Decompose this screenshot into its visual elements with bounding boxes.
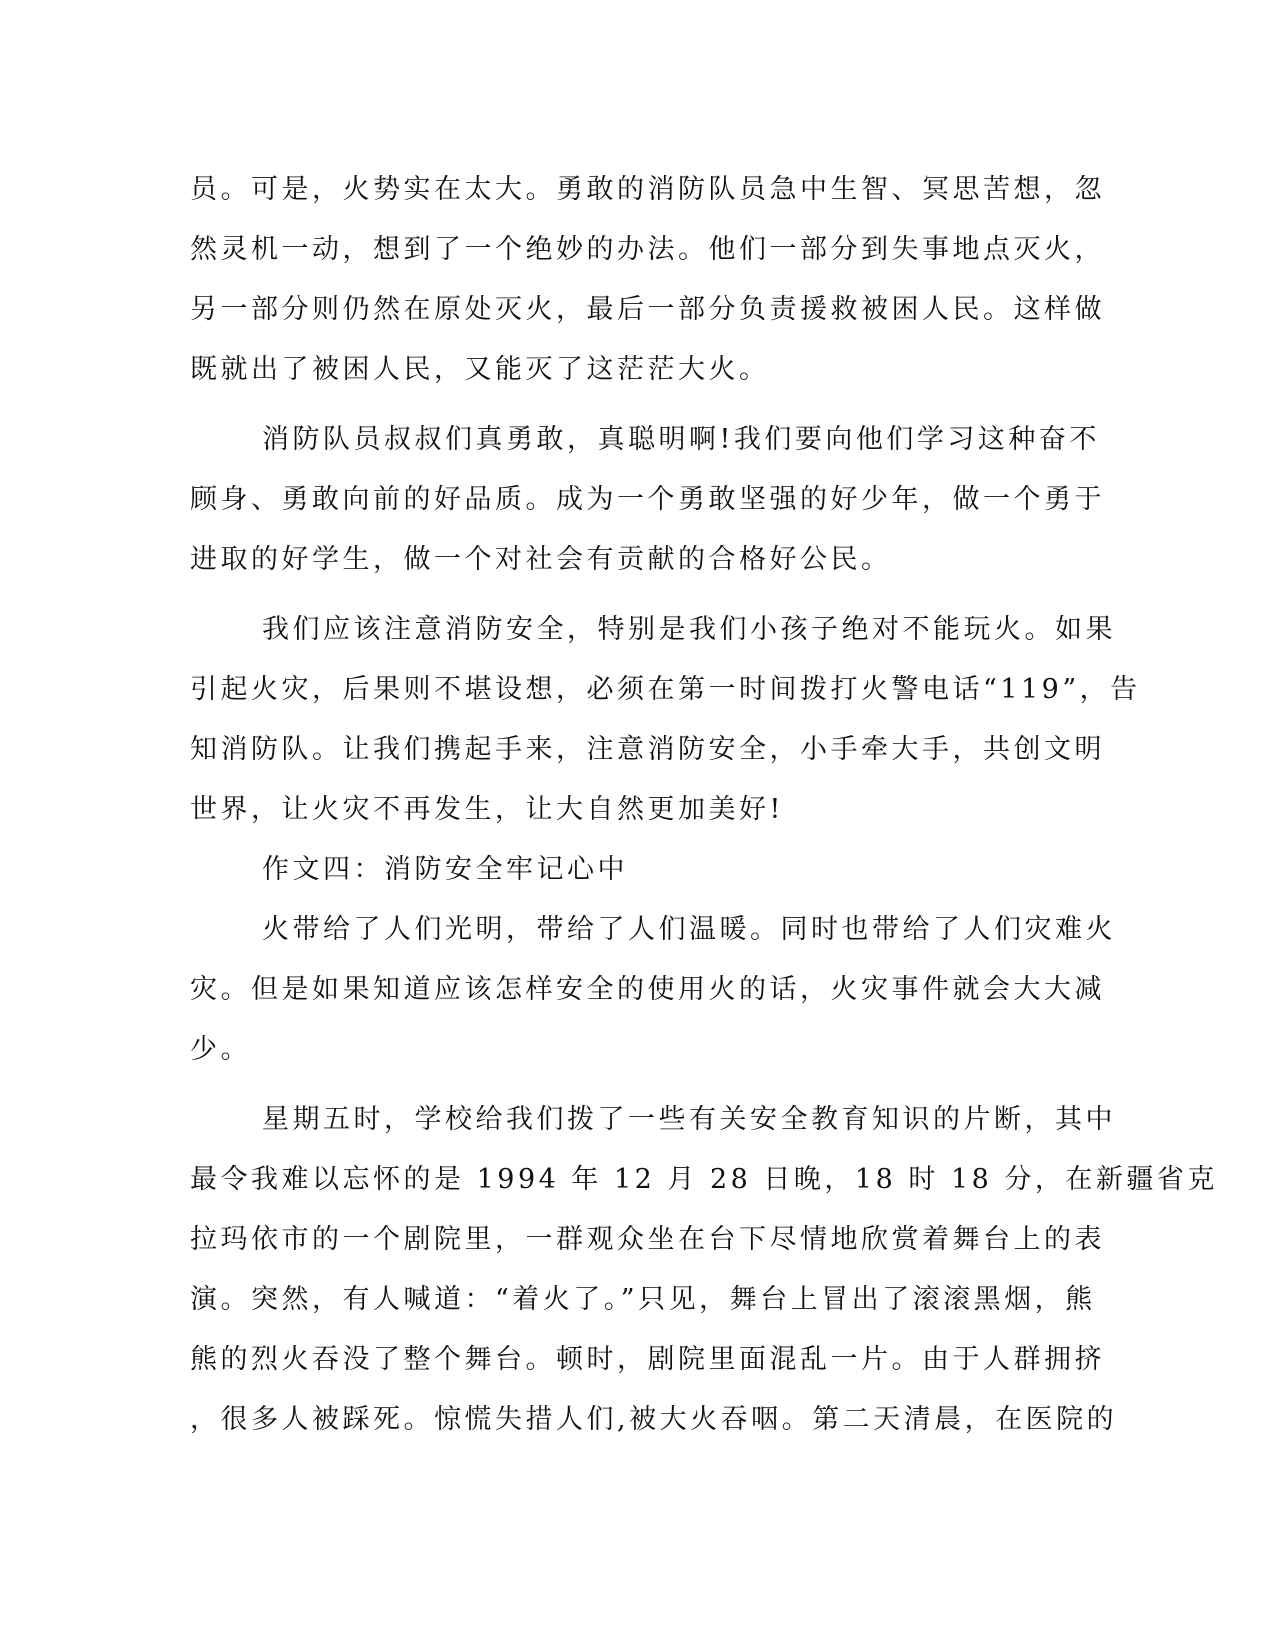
text-line: 引起火灾，后果则不堪设想，必须在第一时间拨打火警电话“119”，告 bbox=[190, 674, 1141, 705]
text-line: 知消防队。让我们携起手来，注意消防安全，小手牵大手，共创文明 bbox=[190, 734, 1105, 765]
paragraph-2 bbox=[190, 410, 1105, 590]
essay-heading bbox=[190, 840, 1070, 900]
text-line: 员。可是，火势实在太大。勇敢的消防队员急中生智、冥思苦想，忽 bbox=[190, 174, 1105, 205]
text-line: 进取的好学生，做一个对社会有贡献的合格好公民。 bbox=[190, 544, 892, 575]
text-line: 灾。但是如果知道应该怎样安全的使用火的话，火灾事件就会大大减 bbox=[190, 974, 1105, 1005]
text-line: 消防队员叔叔们真勇敢，真聪明啊!我们要向他们学习这种奋不 bbox=[262, 424, 1100, 455]
text-line: 顾身、勇敢向前的好品质。成为一个勇敢坚强的好少年，做一个勇于 bbox=[190, 484, 1105, 515]
text-line: 演。突然，有人喊道：“着火了。”只见，舞台上冒出了滚滚黑烟，熊 bbox=[190, 1284, 1096, 1315]
paragraph-1 bbox=[190, 160, 1105, 400]
document-body bbox=[190, 160, 1218, 1450]
text-line: 另一部分则仍然在原处灭火，最后一部分负责援救被困人民。这样做 bbox=[190, 294, 1105, 325]
text-line: ，很多人被踩死。惊慌失措人们,被大火吞咽。第二天清晨，在医院的 bbox=[190, 1404, 1118, 1435]
text-line: 世界，让火灾不再发生，让大自然更加美好! bbox=[190, 794, 784, 825]
text-line: 火带给了人们光明，带给了人们温暖。同时也带给了人们灾难火 bbox=[262, 914, 1116, 945]
text-line: 星期五时，学校给我们拨了一些有关安全教育知识的片断，其中 bbox=[262, 1104, 1116, 1135]
paragraph-5 bbox=[190, 1090, 1218, 1450]
text-line: 既就出了被困人民，又能灭了这茫茫大火。 bbox=[190, 354, 770, 385]
text-line: 拉玛依市的一个剧院里，一群观众坐在台下尽情地欣赏着舞台上的表 bbox=[190, 1224, 1105, 1255]
paragraph-3 bbox=[190, 600, 1141, 840]
text-line: 最令我难以忘怀的是 1994 年 12 月 28 日晚，18 时 18 分，在新疆省克 bbox=[190, 1164, 1218, 1195]
text-line: 少。 bbox=[190, 1034, 251, 1065]
paragraph-4 bbox=[190, 900, 1116, 1080]
text-line: 我们应该注意消防安全，特别是我们小孩子绝对不能玩火。如果 bbox=[262, 614, 1116, 645]
section-title: 作文四：消防安全牢记心中 bbox=[262, 854, 628, 885]
text-line: 熊的烈火吞没了整个舞台。顿时，剧院里面混乱一片。由于人群拥挤 bbox=[190, 1344, 1105, 1375]
text-line: 然灵机一动，想到了一个绝妙的办法。他们一部分到失事地点灭火， bbox=[190, 234, 1105, 265]
